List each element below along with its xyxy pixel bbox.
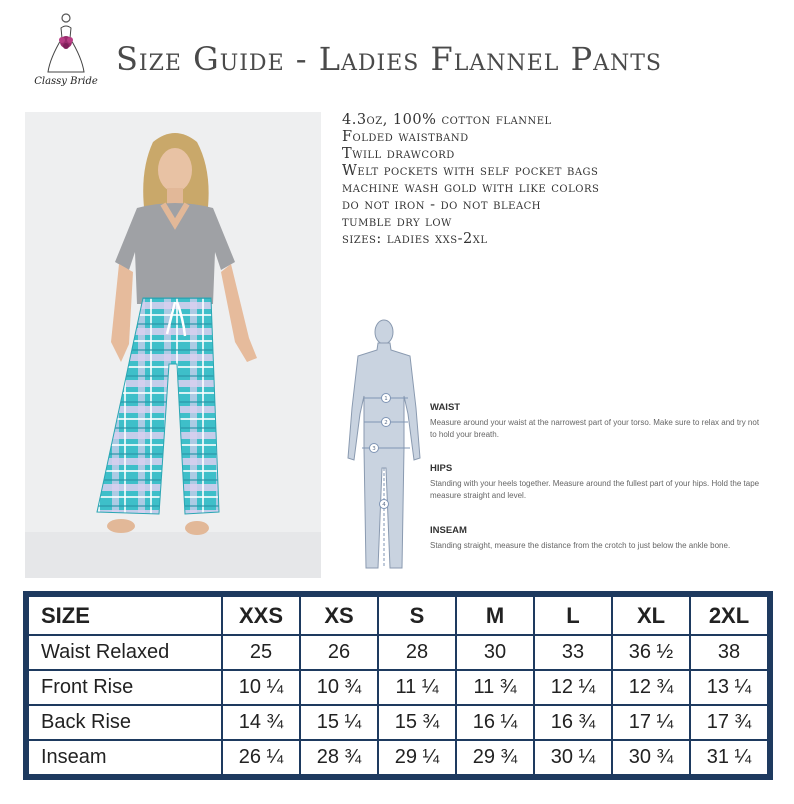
row-label: Front Rise [28,670,222,705]
table-cell: 30 [456,635,534,670]
hips-note [430,463,760,502]
feature-list [342,112,599,248]
table-cell: 33 [534,635,612,670]
inseam-desc: Standing straight, measure the distance from the crotch to just below the ankle bone. [430,541,731,550]
table-cell: 11 ¾ [456,670,534,705]
table-header-row [28,596,768,635]
model-photo [25,112,321,578]
header-cell: L [534,596,612,635]
table-cell: 30 ¼ [534,740,612,775]
table-cell: 30 ¾ [612,740,690,775]
body-silhouette-icon [344,318,428,580]
header-cell: XXS [222,596,300,635]
table-cell: 10 ¼ [222,670,300,705]
marker-3: 3 [372,446,376,452]
header-cell: S [378,596,456,635]
table-cell: 14 ¾ [222,705,300,740]
feature-item: sizes: ladies xxs-2xl [342,231,488,247]
waist-note [430,402,760,441]
table-cell: 36 ½ [612,635,690,670]
feature-item: do not iron - do not bleach [342,197,542,213]
body-measurement-figure [344,318,428,580]
table-cell: 16 ¼ [456,705,534,740]
feature-item: 4.3oz, 100% cotton flannel [342,112,552,128]
table-cell: 29 ¾ [456,740,534,775]
inseam-note [430,525,760,552]
size-table-frame [23,591,773,780]
table-cell: 12 ¼ [534,670,612,705]
table-cell: 31 ¼ [690,740,768,775]
feature-item: Welt pockets with self pocket bags [342,163,599,179]
marker-2: 2 [384,420,388,426]
table-cell: 17 ¼ [612,705,690,740]
row-label: Inseam [28,740,222,775]
table-cell: 10 ¾ [300,670,378,705]
waist-title: WAIST [430,402,461,413]
feature-item: Twill drawcord [342,146,455,162]
table-cell: 17 ¾ [690,705,768,740]
table-cell: 16 ¾ [534,705,612,740]
size-table [27,595,769,776]
brand-logo [28,12,104,92]
header-cell: 2XL [690,596,768,635]
header-cell: XL [612,596,690,635]
table-row [28,635,768,670]
table-cell: 13 ¼ [690,670,768,705]
table-cell: 38 [690,635,768,670]
row-label: Waist Relaxed [28,635,222,670]
table-row [28,670,768,705]
table-cell: 28 ¾ [300,740,378,775]
table-cell: 15 ¼ [300,705,378,740]
table-cell: 29 ¼ [378,740,456,775]
table-cell: 12 ¾ [612,670,690,705]
waist-desc: Measure around your waist at the narrowest part of your torso. Make sure to relax and try not to hold your breath. [430,418,760,439]
hips-title: HIPS [430,463,453,474]
page-title: Size Guide - Ladies Flannel Pants [116,40,663,78]
inseam-title: INSEAM [430,525,467,536]
feature-item: tumble dry low [342,214,452,230]
bride-dress-icon [44,12,88,74]
header-cell: M [456,596,534,635]
table-cell: 11 ¼ [378,670,456,705]
logo-text: Classy Bride [34,76,98,87]
table-row [28,740,768,775]
table-row [28,705,768,740]
row-label: Back Rise [28,705,222,740]
feature-item: Folded waistband [342,129,469,145]
hips-desc: Standing with your heels together. Measure around the fullest part of your hips. Hold the tape measure straight and level. [430,479,760,500]
table-cell: 25 [222,635,300,670]
marker-1: 1 [384,396,388,402]
table-cell: 15 ¾ [378,705,456,740]
table-cell: 26 ¼ [222,740,300,775]
marker-4: 4 [382,502,386,508]
feature-item: machine wash gold with like colors [342,180,600,196]
header-cell: XS [300,596,378,635]
table-cell: 28 [378,635,456,670]
table-cell: 26 [300,635,378,670]
header-size: SIZE [28,596,222,635]
